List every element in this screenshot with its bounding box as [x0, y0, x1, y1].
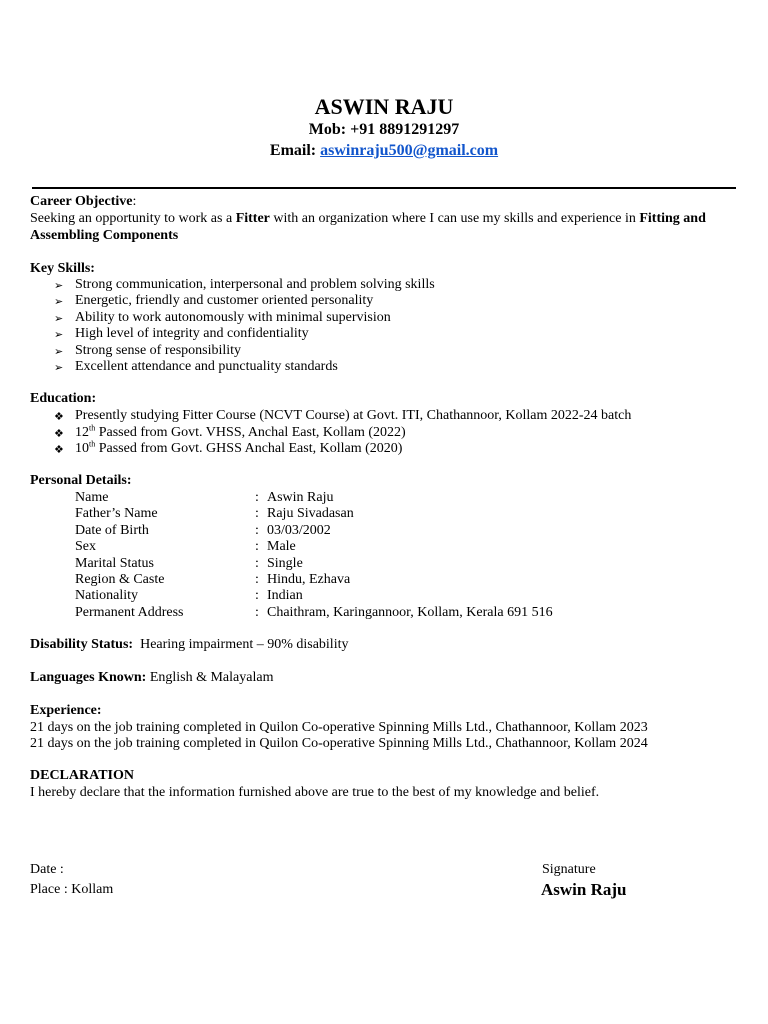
signature-label: Signature: [542, 862, 596, 877]
detail-value: Indian: [267, 588, 303, 603]
arrow-bullet-icon: ➢: [54, 280, 64, 292]
skill-item: High level of integrity and confidentiality: [75, 326, 309, 341]
arrow-bullet-icon: ➢: [54, 296, 64, 308]
personal-details-heading: Personal Details:: [30, 473, 132, 488]
disability-status-value: Hearing impairment – 90% disability: [140, 637, 349, 652]
arrow-bullet-icon: ➢: [54, 346, 64, 358]
experience-line: 21 days on the job training completed in Quilon Co-operative Spinning Mills Ltd., Chathannoor, Kollam 2024: [30, 736, 648, 751]
detail-label: Name: [75, 490, 109, 505]
disability-status-label: Disability Status:: [30, 637, 134, 652]
disability-status: [30, 637, 348, 653]
detail-separator: :: [255, 506, 259, 521]
detail-separator: :: [255, 588, 259, 603]
email-line: [0, 142, 768, 160]
education-item: 10th Passed from Govt. GHSS Anchal East, Kollam (2020): [75, 439, 403, 456]
detail-value: Raju Sivadasan: [267, 506, 354, 521]
mobile-number: +91 8891291297: [350, 121, 460, 138]
candidate-name: ASWIN RAJU: [314, 94, 454, 119]
career-objective-line-1: Seeking an opportunity to work as a Fitter with an organization where I can use my skills and experience in Fitting and: [30, 211, 706, 226]
date-label: Date :: [30, 862, 64, 877]
skill-item: Energetic, friendly and customer oriented personality: [75, 293, 374, 308]
email-label: Email:: [269, 142, 321, 159]
experience-heading: Experience:: [30, 703, 102, 718]
detail-label: Nationality: [75, 588, 138, 603]
declaration-heading: DECLARATION: [30, 768, 134, 783]
skill-item: Ability to work autonomously with minimal supervision: [75, 310, 391, 325]
detail-label: Marital Status: [75, 556, 154, 571]
diamond-bullet-icon: ❖: [54, 444, 64, 456]
detail-separator: :: [255, 605, 259, 620]
arrow-bullet-icon: ➢: [54, 313, 64, 325]
header-divider: [32, 187, 736, 189]
languages-known-value: English & Malayalam: [149, 670, 274, 685]
arrow-bullet-icon: ➢: [54, 329, 64, 341]
detail-value: Chaithram, Karingannoor, Kollam, Kerala 691 516: [267, 605, 553, 620]
detail-label: Father’s Name: [75, 506, 158, 521]
diamond-bullet-icon: ❖: [54, 428, 64, 440]
skill-item: Strong communication, interpersonal and problem solving skills: [75, 277, 435, 292]
detail-separator: :: [255, 523, 259, 538]
place-line: [30, 882, 113, 898]
signature-name: Aswin Raju: [541, 880, 627, 899]
detail-value: 03/03/2002: [267, 523, 331, 538]
detail-label: Sex: [75, 539, 96, 554]
languages-known: [30, 670, 273, 686]
arrow-bullet-icon: ➢: [54, 362, 64, 374]
key-skills-heading: Key Skills:: [30, 261, 95, 276]
education-heading: Education:: [30, 391, 97, 406]
skill-item: Strong sense of responsibility: [75, 343, 242, 358]
detail-separator: :: [255, 572, 259, 587]
detail-value: Single: [267, 556, 303, 571]
education-item: Presently studying Fitter Course (NCVT Course) at Govt. ITI, Chathannoor, Kollam 2022-24 batch: [75, 408, 632, 423]
career-objective-line-2: Assembling Components: [30, 228, 179, 243]
detail-separator: :: [255, 539, 259, 554]
education-item: 12th Passed from Govt. VHSS, Anchal East, Kollam (2022): [75, 423, 406, 440]
experience-line: 21 days on the job training completed in Quilon Co-operative Spinning Mills Ltd., Chathannoor, Kollam 2023: [30, 720, 648, 735]
detail-label: Region & Caste: [75, 572, 165, 587]
place-label: Place :: [30, 882, 72, 897]
mobile-line: [0, 121, 768, 139]
detail-label: Date of Birth: [75, 523, 149, 538]
place-value: Kollam: [71, 882, 114, 897]
email-link[interactable]: aswinraju500@gmail.com: [320, 142, 499, 159]
career-objective-heading: Career Objective:: [30, 194, 137, 209]
detail-label: Permanent Address: [75, 605, 184, 620]
detail-value: Hindu, Ezhava: [267, 572, 351, 587]
detail-separator: :: [255, 490, 259, 505]
declaration-text: I hereby declare that the information furnished above are true to the best of my knowledge and belief.: [30, 785, 600, 800]
skill-item: Excellent attendance and punctuality standards: [75, 359, 338, 374]
detail-value: Male: [267, 539, 296, 554]
mobile-label: Mob:: [308, 121, 351, 138]
languages-known-label: Languages Known:: [30, 670, 147, 685]
detail-value: Aswin Raju: [267, 490, 334, 505]
detail-separator: :: [255, 556, 259, 571]
diamond-bullet-icon: ❖: [54, 411, 64, 423]
